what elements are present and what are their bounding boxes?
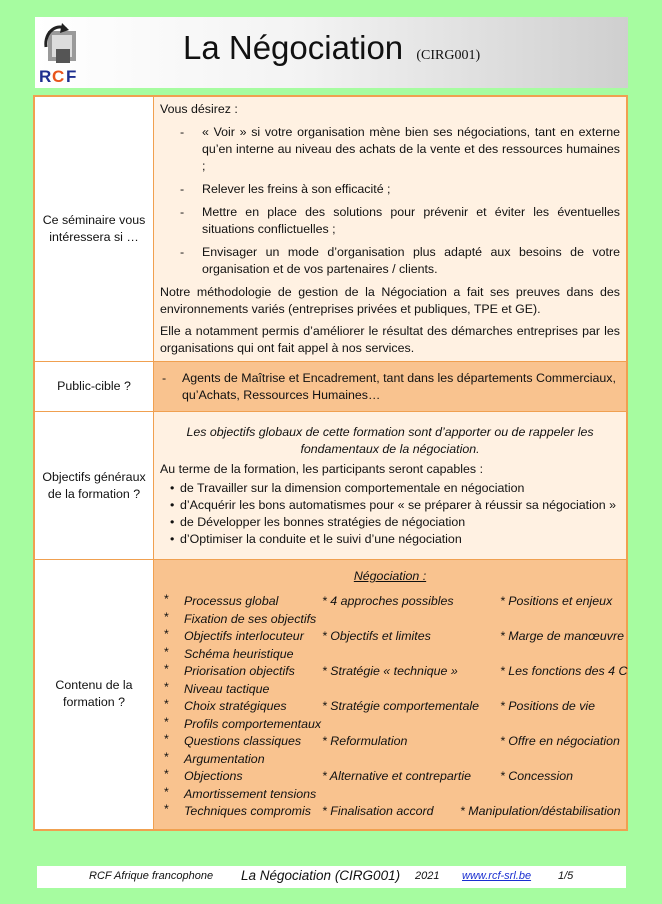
- footer-page: 1/5: [558, 870, 574, 882]
- footer-year: 2021: [415, 870, 440, 882]
- page-footer: [37, 866, 626, 888]
- topic-a: Argumentation: [184, 751, 265, 766]
- title-text: La Négociation: [183, 29, 404, 66]
- topic-row: [160, 627, 624, 645]
- seminar-list: [160, 124, 620, 278]
- seminar-row: [34, 96, 627, 362]
- public-text: Agents de Maîtrise et Encadrement, tant dans les départements Commerciaux, qu’Achats, Ressources Humaines…: [182, 370, 616, 402]
- bullet-star: *: [164, 767, 169, 782]
- topic-a: Profils comportementaux: [184, 716, 322, 731]
- footer-url[interactable]: www.rcf-srl.be: [462, 870, 532, 882]
- topic-b: * Stratégie comportementale: [322, 699, 480, 714]
- topic-grid: [160, 592, 628, 820]
- list-item: • de Développer les bonnes stratégies de négociation: [170, 514, 466, 529]
- topic-a: Niveau tactique: [184, 681, 270, 696]
- page-title: [183, 29, 480, 67]
- list-item-text: de Développer les bonnes stratégies de négociation: [180, 514, 466, 529]
- topic-row: [160, 593, 620, 610]
- topic-a: Questions classiques: [184, 734, 302, 749]
- content-content: [154, 560, 628, 830]
- topic-row: [160, 646, 620, 663]
- course-code: (CIRG001): [416, 48, 481, 63]
- list-item: - Relever les freins à son efficacité ;: [180, 182, 391, 196]
- content-row: [34, 560, 627, 830]
- topic-c: * Manipulation/déstabilisation: [460, 804, 621, 819]
- bullet-star: *: [164, 697, 169, 712]
- topic-row: [160, 716, 620, 733]
- topic-row: [160, 768, 620, 785]
- footer-org: RCF Afrique francophone: [89, 870, 214, 882]
- topic-b: * 4 approches possibles: [322, 594, 454, 609]
- list-item-text: de Travailler sur la dimension comportementale en négociation: [180, 480, 525, 495]
- topic-a: Objections: [184, 769, 243, 784]
- topic-a: Priorisation objectifs: [184, 664, 295, 679]
- objectives-intro: Les objectifs globaux de cette formation sont d’apporter ou de rappeler les fondamentaux de la négociation.: [186, 424, 594, 456]
- topic-c: * Positions de vie: [500, 699, 596, 714]
- svg-text:R: R: [39, 67, 52, 86]
- seminar-content: [154, 96, 628, 362]
- objectives-row: [34, 412, 627, 560]
- list-item: • de Travailler sur la dimension comportementale en négociation: [170, 480, 525, 495]
- result-paragraph: Elle a notamment permis d’améliorer le résultat des démarches entreprises par les organisations qui ont fait appel à nos services.: [160, 324, 620, 355]
- seminar-label: Ce séminaire vous intéressera si …: [34, 96, 154, 362]
- topic-c: * Concession: [500, 769, 574, 784]
- objectives-list: [160, 480, 620, 548]
- topic-b: * Finalisation accord: [322, 804, 434, 819]
- list-item: - Mettre en place des solutions pour prévenir et éviter les éventuelles situations conflictuelles ;: [180, 205, 620, 236]
- topic-b: * Reformulation: [322, 734, 408, 749]
- bullet-star: *: [164, 784, 169, 799]
- topic-b: * Objectifs et limites: [322, 629, 431, 644]
- bullet-star: *: [164, 627, 169, 642]
- bullet-star: *: [164, 644, 169, 659]
- rcf-logo: [38, 19, 82, 86]
- objectives-lead: Au terme de la formation, les participants seront capables :: [160, 461, 484, 476]
- public-row: [34, 362, 627, 412]
- topic-a: Amortissement tensions: [184, 786, 317, 801]
- bullet-star: *: [164, 749, 169, 764]
- topic-row: [160, 611, 620, 628]
- seminar-intro: Vous désirez :: [160, 102, 238, 116]
- public-label: Public-cible ?: [34, 362, 154, 412]
- list-item-text: d’Acquérir les bons automatismes pour « se préparer à réussir sa négociation »: [180, 497, 616, 512]
- bullet-star: *: [164, 662, 169, 677]
- topic-row: [160, 681, 620, 698]
- topic-row: [160, 803, 620, 820]
- topic-b: * Alternative et contrepartie: [322, 769, 471, 784]
- topic-a: Objectifs interlocuteur: [184, 629, 304, 644]
- bullet-star: *: [164, 592, 169, 607]
- topic-b: * Stratégie « technique »: [322, 664, 458, 679]
- bullet-star: *: [164, 714, 169, 729]
- content-label: Contenu de la formation ?: [34, 560, 154, 830]
- topic-a: Schéma heuristique: [184, 646, 294, 661]
- topic-row: [160, 786, 620, 803]
- topic-row: [160, 698, 620, 715]
- list-item-text: Envisager un mode d’organisation plus adapté aux besoins de votre organisation et de vos partenaires / clients.: [202, 245, 620, 276]
- topic-row: [160, 733, 620, 750]
- objectives-label: Objectifs généraux de la formation ?: [34, 412, 154, 560]
- bullet-star: *: [164, 609, 169, 624]
- list-item: • d’Acquérir les bons automatismes pour « se préparer à réussir sa négociation »: [170, 497, 616, 512]
- negotiation-heading: Négociation :: [353, 569, 427, 584]
- footer-title: La Négociation (CIRG001): [241, 868, 401, 883]
- bullet-star: *: [164, 732, 169, 747]
- list-item-text: Relever les freins à son efficacité ;: [202, 182, 391, 196]
- topic-c: * Marge de manœuvre: [500, 629, 624, 644]
- list-item-text: Mettre en place des solutions pour prévenir et éviter les éventuelles situations conflictuelles ;: [202, 205, 620, 236]
- course-table: [33, 95, 628, 831]
- svg-text:C: C: [52, 67, 65, 86]
- list-item: - Envisager un mode d’organisation plus adapté aux besoins de votre organisation et de vos partenaires / clients.: [180, 245, 620, 276]
- topic-a: Choix stratégiques: [184, 699, 287, 714]
- topic-c: * Positions et enjeux: [500, 594, 613, 609]
- list-item-text: « Voir » si votre organisation mène bien ses négociations, tant en externe qu’en interne au niveau des achats de la vente et des ressources humaines ;: [202, 125, 620, 173]
- page-header: [35, 17, 628, 88]
- method-paragraph: Notre méthodologie de gestion de la Négociation a fait ses preuves dans des environnements variés (entreprises privées et publiques, TPE et GE).: [160, 285, 620, 316]
- svg-text:F: F: [66, 67, 77, 86]
- topic-a: Fixation de ses objectifs: [184, 611, 317, 626]
- topic-row: [160, 751, 620, 768]
- list-item-text: d’Optimiser la conduite et le suivi d’une négociation: [180, 531, 462, 546]
- list-item: - « Voir » si votre organisation mène bien ses négociations, tant en externe qu’en interne au niveau des achats de la vente et des ressources humaines ;: [180, 125, 620, 173]
- list-item: • d’Optimiser la conduite et le suivi d’une négociation: [170, 531, 462, 546]
- objectives-content: [154, 412, 628, 560]
- topic-a: Techniques compromis: [184, 804, 311, 819]
- topic-a: Processus global: [184, 594, 279, 609]
- topic-c: * Les fonctions des 4 C: [500, 664, 628, 679]
- bullet-star: *: [164, 802, 169, 817]
- public-content: - Agents de Maîtrise et Encadrement, tant dans les départements Commerciaux, qu’Achats, Ressources Humaines…: [154, 362, 628, 412]
- topic-c: * Offre en négociation: [500, 734, 620, 749]
- bullet-star: *: [164, 679, 169, 694]
- topic-row: [160, 662, 628, 680]
